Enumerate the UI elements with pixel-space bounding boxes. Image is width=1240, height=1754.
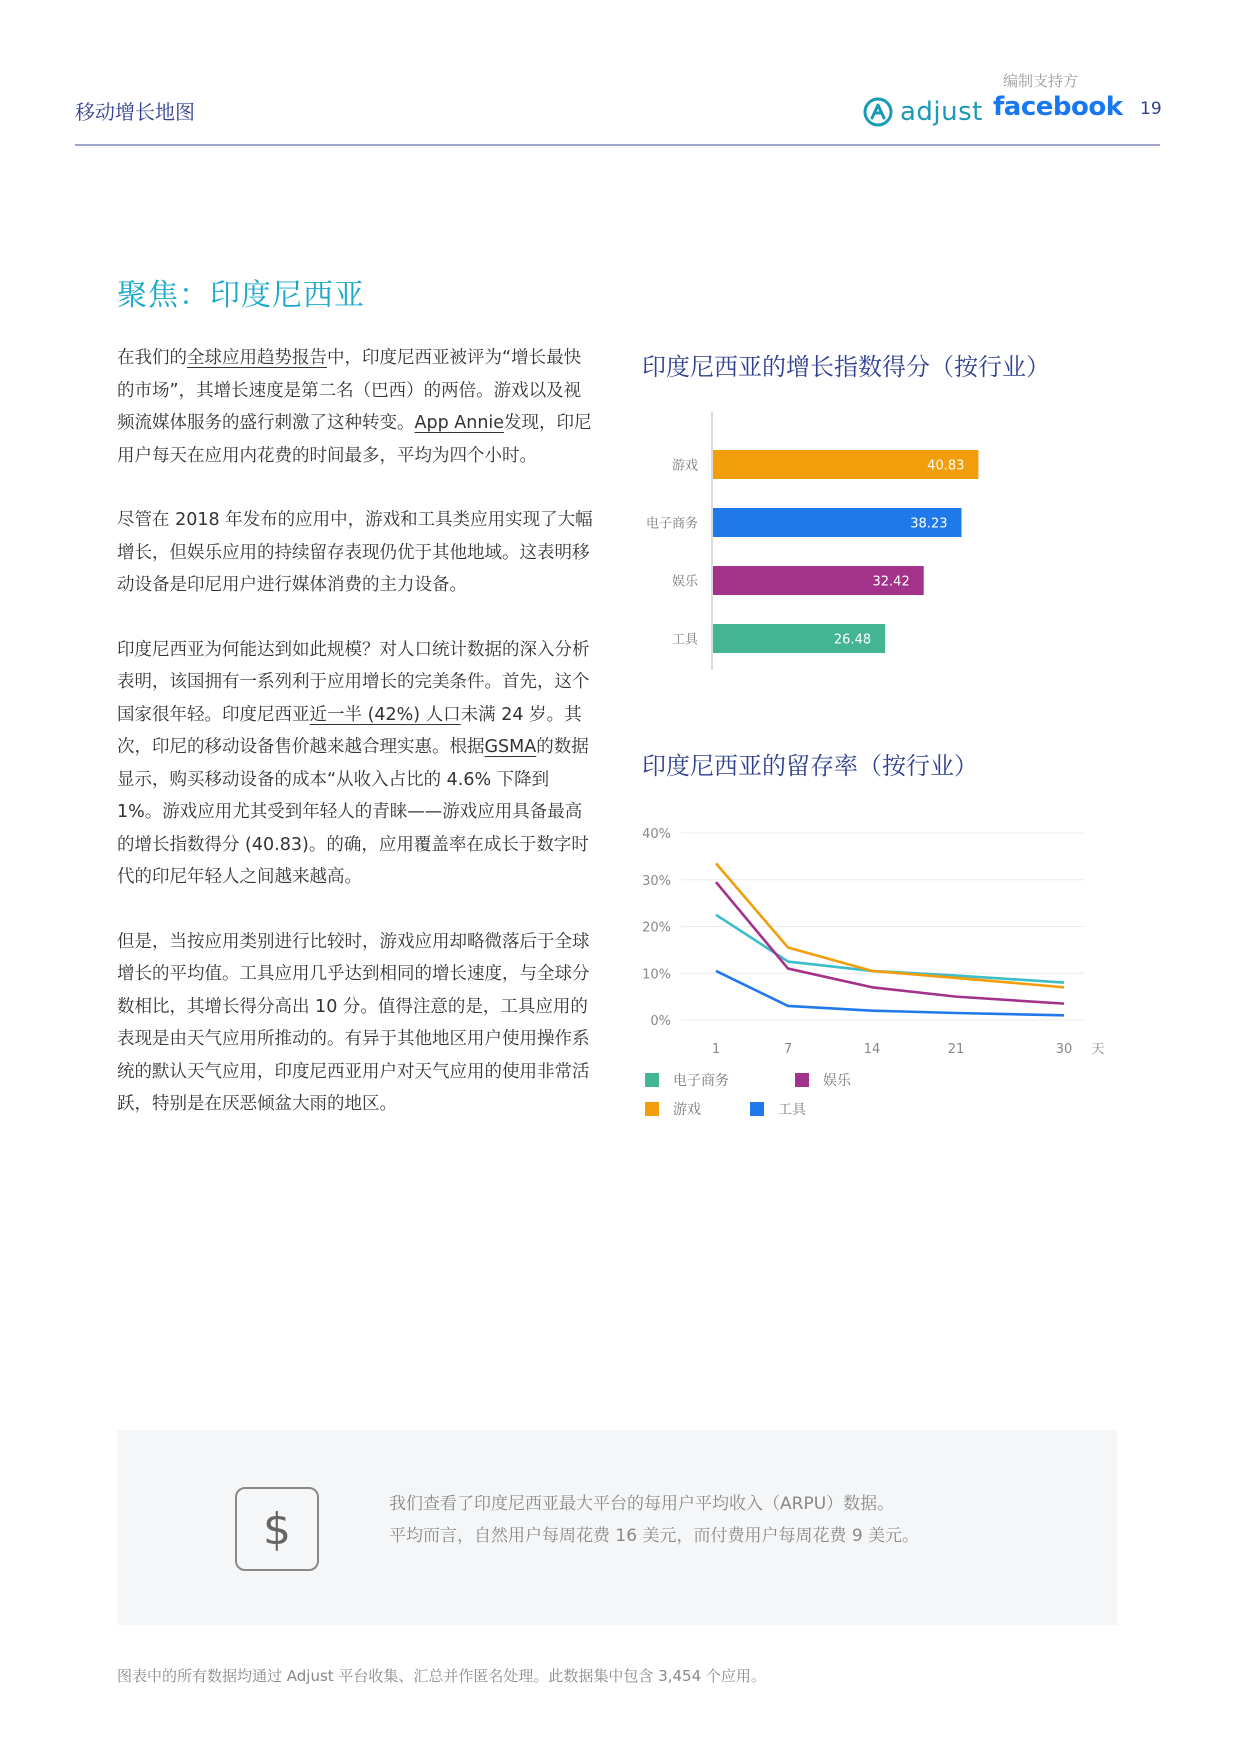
section-title: 聚焦：印度尼西亚 (117, 278, 365, 313)
dollar-icon: $ (235, 1487, 319, 1571)
app-annie-link[interactable]: App Annie (414, 413, 505, 433)
line-chart-y-tick-2: 20% (642, 920, 671, 936)
bar-chart-title: 印度尼西亚的增长指数得分（按行业） (642, 353, 1050, 381)
legend-item-games (645, 1099, 701, 1119)
legend-label-entertainment: 娱乐 (823, 1073, 851, 1089)
facebook-logo: facebook (993, 92, 1123, 122)
paragraph-4: 但是，当按应用类别进行比较时，游戏应用却略微落后于全球增长的平均值。工具应用几乎达到相同的增长速度，与全球分数相比，其增长得分高出 10 分。值得注意的是，工具应用的表现是由天气应用所推动的。有异于其他地区用户使用操作系统的默认天气应用，印度尼西亚用户对天气应用的使用非常活跃，特别是在厌恶倾盆大雨的地区。 (117, 931, 590, 1114)
bar-value-label-0: 40.83 (927, 458, 965, 474)
arpu-info-line-2: 平均而言，自然用户每周花费 16 美元，而付费用户每周花费 9 美元。 (389, 1526, 920, 1546)
adjust-logo-text: adjust (900, 97, 983, 127)
bar-category-label-0: 游戏 (671, 458, 698, 474)
arpu-info-text (389, 1488, 919, 1552)
line-chart-x-tick-2: 14 (863, 1042, 881, 1057)
legend-label-tools: 工具 (778, 1102, 806, 1118)
line-chart-y-tick-3: 10% (642, 967, 671, 983)
line-series-3 (716, 971, 1064, 1015)
page-number: 19 (1140, 99, 1162, 119)
adjust-logo (862, 92, 983, 132)
legend-swatch-tools (750, 1102, 764, 1116)
legend-swatch-entertainment (795, 1073, 809, 1087)
line-series-1 (716, 882, 1064, 1004)
line-chart-y-tick-1: 30% (642, 873, 671, 889)
legend-item-ecommerce (645, 1070, 729, 1090)
paragraph-1-text-a: 在我们的 (117, 348, 187, 368)
paragraph-3-text-a: 印度尼西亚为何能达到如此规模？对人口统计数据的深入分析表明，该国拥有一系列利于应用增长的完美条件。首先，这个国家很年轻。印度尼西亚 (117, 639, 590, 725)
legend-label-ecommerce: 电子商务 (673, 1073, 729, 1089)
population-stat-link[interactable]: 近一半 (42%) 人口 (309, 704, 461, 725)
gsma-link[interactable]: GSMA (484, 737, 537, 757)
line-chart-x-tick-4: 30 (1055, 1042, 1073, 1057)
supporter-label: 编制支持方 (1003, 72, 1079, 90)
data-source-footnote: 图表中的所有数据均通过 Adjust 平台收集、汇总并作匿名处理。此数据集中包含 3,454 个应用。 (117, 1667, 766, 1685)
legend-label-games: 游戏 (673, 1102, 701, 1118)
line-chart-x-unit: 天 (1091, 1042, 1105, 1057)
line-chart-x-tick-0: 1 (711, 1042, 721, 1057)
bar-category-label-2: 娱乐 (671, 574, 698, 590)
paragraph-1-text-c: 发现，印尼用户每天在应用内花费的时间最多，平均为四个小时。 (117, 413, 592, 466)
paragraph-3-text-b: 未满 24 岁。其次，印尼的移动设备售价越来越合理实惠。根据 (117, 704, 582, 757)
legend-item-tools (750, 1099, 806, 1119)
document-title: 移动增长地图 (75, 100, 195, 124)
legend-swatch-ecommerce (645, 1073, 659, 1087)
header-divider (75, 144, 1160, 146)
arpu-info-line-1: 我们查看了印度尼西亚最大平台的每用户平均收入（ARPU）数据。 (389, 1494, 895, 1514)
legend-item-entertainment (795, 1070, 851, 1090)
paragraph-3-text-c: 的数据显示，购买移动设备的成本“从收入占比的 4.6% 下降到 1%。游戏应用尤其受到年轻人的青睐——游戏应用具备最高的增长指数得分 (40.83)。的确，应用覆盖率在成长于数字时代的印尼年轻人之间越来越高。 (117, 737, 589, 887)
global-app-trends-report-link[interactable]: 全球应用趋势报告 (187, 348, 327, 368)
line-chart-x-tick-1: 7 (783, 1042, 793, 1057)
article-body (117, 342, 597, 1153)
paragraph-2: 尽管在 2018 年发布的应用中，游戏和工具类应用实现了大幅增长，但娱乐应用的持续留存表现仍优于其他地域。这表明移动设备是印尼用户进行媒体消费的主力设备。 (117, 510, 593, 595)
line-chart-title: 印度尼西亚的留存率（按行业） (642, 752, 978, 780)
paragraph-1-text-b: 中，印度尼西亚被评为“增长最快的市场”，其增长速度是第二名（巴西）的两倍。游戏以及视频流媒体服务的盛行刺激了这种转变。 (117, 348, 582, 433)
bar-category-label-1: 电子商务 (645, 516, 698, 532)
bar-value-label-1: 38.23 (910, 516, 948, 532)
line-chart-x-tick-3: 21 (947, 1042, 965, 1057)
line-chart-y-tick-4: 0% (650, 1014, 671, 1029)
legend-swatch-games (645, 1102, 659, 1116)
growth-index-bar-chart (636, 412, 1136, 682)
adjust-logo-icon (862, 96, 894, 128)
bar-category-label-3: 工具 (671, 632, 698, 648)
paragraph-3 (117, 634, 597, 894)
bar-value-label-3: 26.48 (833, 632, 872, 648)
retention-line-chart (636, 815, 1136, 1065)
line-chart-y-tick-0: 40% (642, 827, 671, 842)
line-series-2 (716, 863, 1064, 987)
paragraph-1 (117, 342, 597, 472)
arpu-info-box (117, 1430, 1117, 1625)
bar-value-label-2: 32.42 (872, 574, 910, 590)
